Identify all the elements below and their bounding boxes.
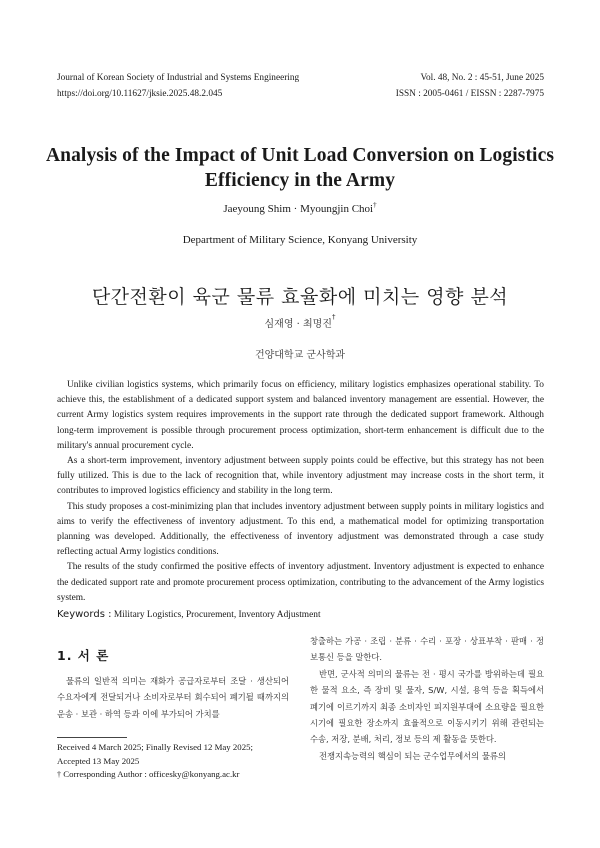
abstract-paragraph: Unlike civilian logistics systems, which primarily focus on efficiency, military logistics emphasizes operational stability. To achieve this, the establishment of a dedicated support system and balanced inventory management are essential. However, the current Army logistics system requires improvements in the support rate through the dedicated support framework. Although long-term improvement is possible through procurement process optimization, short-term enhancement is difficult due to the military's annual procurement cycle. xyxy=(57,380,544,451)
body-paragraph: 물류의 일반적 의미는 재화가 공급자로부터 조달 · 생산되어 수요자에게 전달되거나 소비자로부터 회수되어 폐기될 때까지의 운송 · 보관 · 하역 등과 이에 부가되어 가치를 xyxy=(57,676,289,719)
accepted-date: Accepted 13 May 2025 xyxy=(57,755,140,766)
journal-header-right xyxy=(396,70,544,102)
author-list xyxy=(0,203,600,215)
body-paragraph: 전쟁지속능력의 핵심이 되는 군수업무에서의 물류의 xyxy=(319,750,506,761)
body-paragraph: 반면, 군사적 의미의 물류는 전 · 평시 국가를 방위하는데 필요한 물적 요소, 즉 장비 및 물자, S/W, 시설, 용역 등을 획득에서 폐기에 이르기까지 최종 소비자인 피지원부대에 소요량을 필요한 시기에 필요한 장소까지 효율적으로 이동시키기 위해 관련되는 수송, 저장, 분배, 처리, 정보 등의 제 활동을 뜻한다. xyxy=(310,668,544,745)
abstract-paragraph: As a short-term improvement, inventory adjustment between supply points could be effective, but this strategy has not been fully utilized. This is due to the lack of recognition that, while inventory adjustment may increase costs in the short term, it contributes to improved logistics efficiency and stability in the long term. xyxy=(57,456,544,497)
dagger-mark: † xyxy=(57,770,61,780)
title-line-2: Efficiency in the Army xyxy=(204,170,396,191)
doi-link[interactable]: https://doi.org/10.11627/jksie.2025.48.2.045 xyxy=(57,89,223,99)
korean-author-list xyxy=(0,315,600,330)
corresponding-author-text: Corresponding Author : officesky@konyang.ac.kr xyxy=(63,769,240,780)
abstract xyxy=(57,378,544,606)
keywords-list: Military Logistics, Procurement, Inventory Adjustment xyxy=(113,610,321,620)
section-title-introduction: 1. 서 론 xyxy=(57,648,110,663)
keywords-line xyxy=(57,609,321,620)
abstract-paragraph: This study proposes a cost-minimizing plan that includes inventory adjustment between supply points in military logistics and aims to verify the effectiveness of inventory adjustment. To this end, a mathematical model for optimizing transportation planning was developed. Additionally, the effectiveness of inventory adjustment was demonstrated through a case study reflecting actual Army logistics conditions. xyxy=(57,501,544,558)
journal-header-left xyxy=(57,70,299,102)
title-line-1: Analysis of the Impact of Unit Load Conversion on Logistics xyxy=(45,145,555,166)
author-names: Jaeyoung Shim · Myoungjin Choi xyxy=(223,203,374,215)
korean-author-names: 심재영 · 최명진 xyxy=(264,319,332,330)
abstract-paragraph: The results of the study confirmed the positive effects of inventory adjustment. Inventory adjustment is expected to enhance the dedicated support rate and promote procurement process optimization, contributing to the advancement of the Army logistics system. xyxy=(57,562,544,603)
paper-title xyxy=(40,143,560,193)
footnote-divider xyxy=(57,737,127,738)
volume-info: Vol. 48, No. 2 : 45-51, June 2025 xyxy=(420,73,544,83)
keywords-label: Keywords : xyxy=(57,609,112,620)
journal-name: Journal of Korean Society of Industrial and Systems Engineering xyxy=(57,73,300,83)
right-column xyxy=(310,633,544,764)
received-date: Received 4 March 2025; Finally Revised 12 May 2025; xyxy=(57,742,253,752)
footnotes xyxy=(57,741,297,782)
corresponding-mark: † xyxy=(373,201,377,209)
corresponding-author xyxy=(57,768,297,782)
korean-title: 단간전환이 육군 물류 효율화에 미치는 영향 분석 xyxy=(91,286,509,308)
issn-info: ISSN : 2005-0461 / EISSN : 2287-7975 xyxy=(395,89,544,99)
body-paragraph: 창출하는 가공 · 조립 · 분류 · 수리 · 포장 · 상표부착 · 판매 · 정보통신 등을 말한다. xyxy=(310,636,544,663)
left-column xyxy=(57,646,289,722)
korean-affiliation: 건양대학교 군사학과 xyxy=(254,350,346,361)
korean-corresponding-mark: † xyxy=(332,313,336,321)
affiliation: Department of Military Science, Konyang University xyxy=(182,234,418,246)
